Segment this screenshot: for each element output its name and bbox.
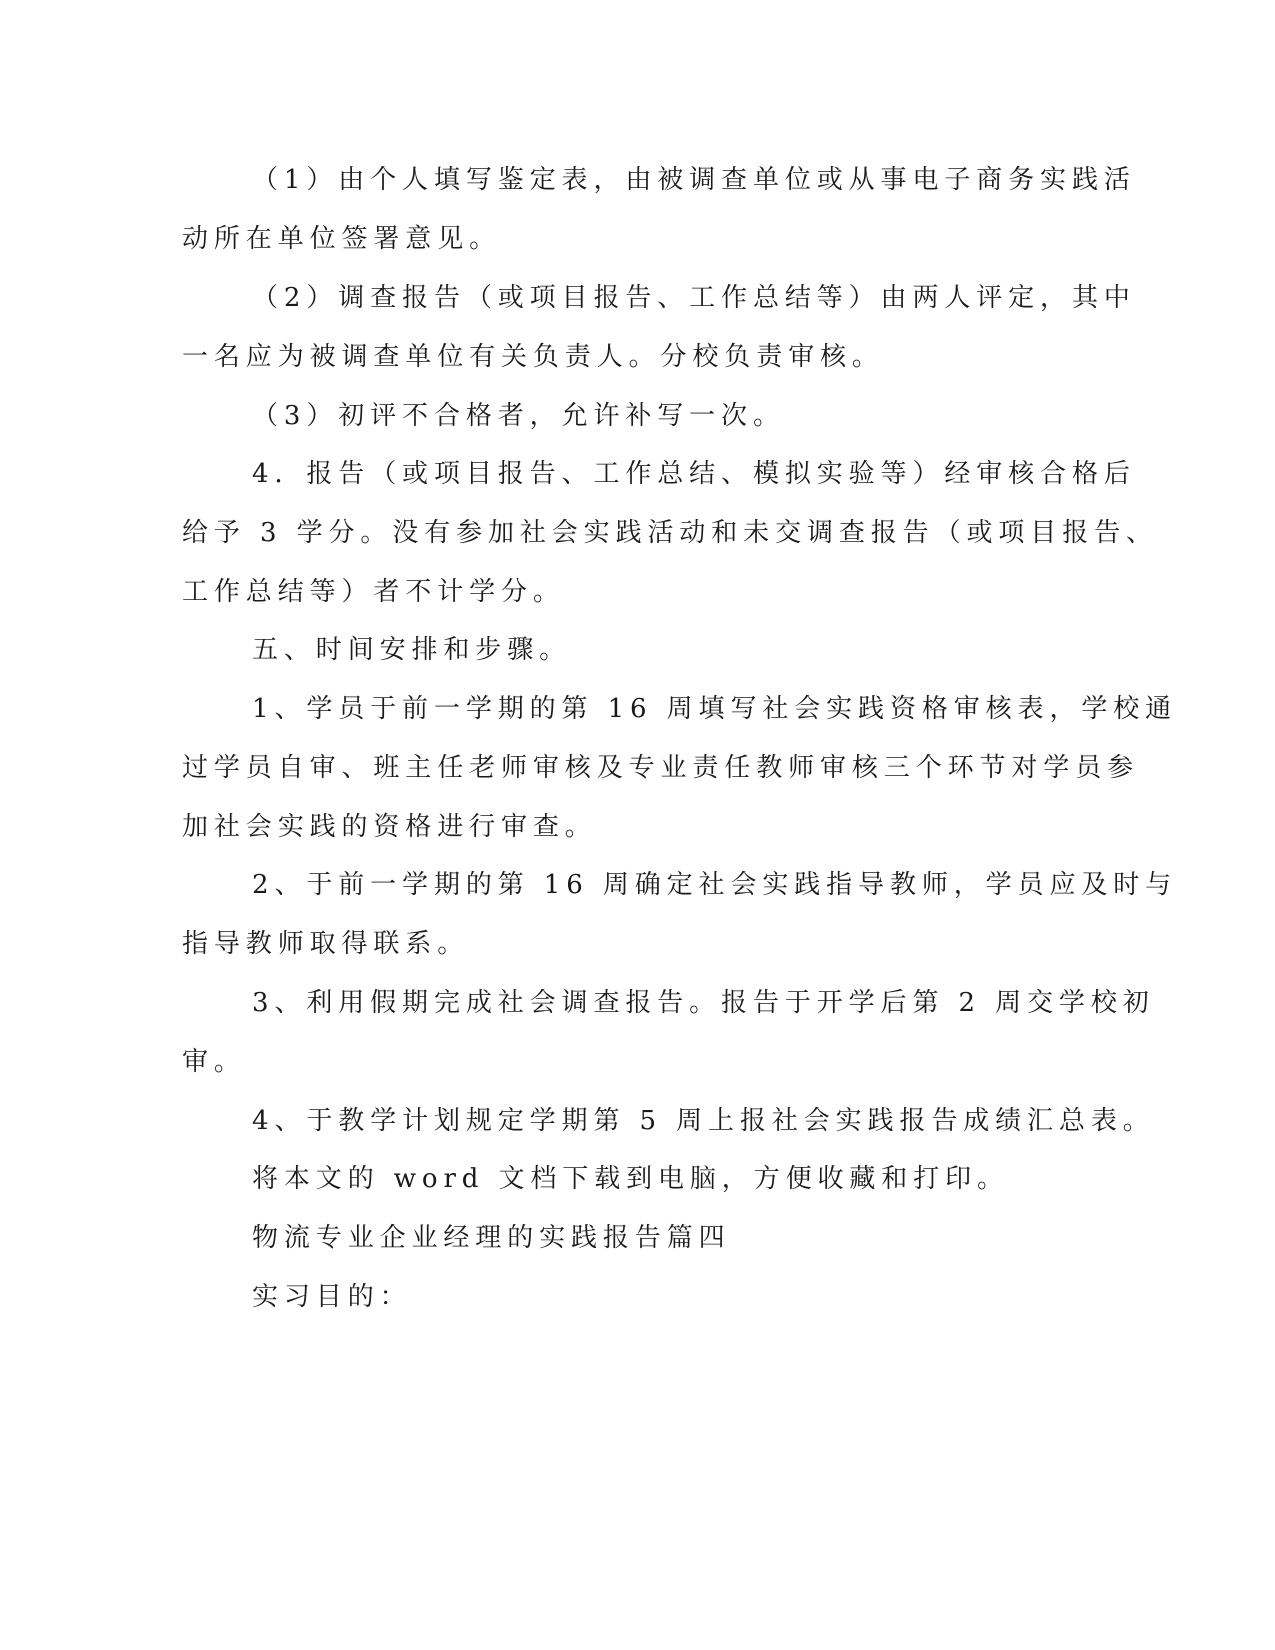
- paragraph-line: 指导教师取得联系。: [182, 929, 470, 959]
- paragraph-line: （1）由个人填写鉴定表，由被调查单位或从事电子商务实践活: [252, 165, 1136, 195]
- paragraph-line: 过学员自审、班主任老师审核及专业责任教师审核三个环节对学员参: [182, 753, 1140, 783]
- paragraph-line: 动所在单位签署意见。: [182, 224, 502, 254]
- paragraph-line: 2、于前一学期的第 16 周确定社会实践指导教师，学员应及时与: [252, 870, 1178, 900]
- section-heading: 实习目的：: [252, 1282, 412, 1312]
- paragraph-line: 3、利用假期完成社会调查报告。报告于开学后第 2 周交学校初: [252, 988, 1155, 1018]
- paragraph-line: 一名应为被调查单位有关负责人。分校负责审核。: [182, 342, 884, 372]
- paragraph-line: 4、于教学计划规定学期第 5 周上报社会实践报告成绩汇总表。: [252, 1106, 1155, 1136]
- paragraph-line: （2）调查报告（或项目报告、工作总结等）由两人评定，其中: [252, 283, 1136, 313]
- paragraph-line: 4．报告（或项目报告、工作总结、模拟实验等）经审核合格后: [252, 459, 1136, 489]
- paragraph-line: 工作总结等）者不计学分。: [182, 577, 565, 607]
- download-note: 将本文的 word 文档下载到电脑，方便收藏和打印。: [252, 1164, 1009, 1194]
- paragraph-line: （3）初评不合格者，允许补写一次。: [252, 401, 785, 431]
- paragraph-line: 给予 3 学分。没有参加社会实践活动和未交调查报告（或项目报告、: [182, 518, 1158, 548]
- paragraph-line: 加社会实践的资格进行审查。: [182, 812, 597, 842]
- section-heading: 五、时间安排和步骤。: [252, 635, 572, 665]
- paragraph-line: 1、学员于前一学期的第 16 周填写社会实践资格审核表，学校通: [252, 694, 1178, 724]
- article-title: 物流专业企业经理的实践报告篇四: [252, 1223, 731, 1253]
- paragraph-line: 审。: [182, 1047, 246, 1077]
